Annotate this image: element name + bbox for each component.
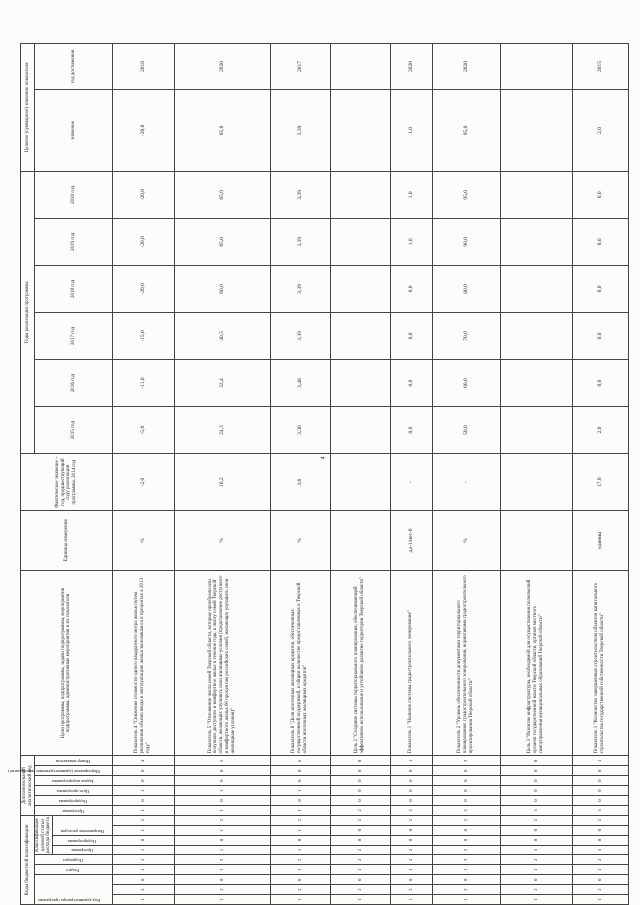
code-cell: 0 <box>390 786 432 796</box>
indicator-name: Показатель 2 "Уровень обеспеченности документами территориального планирования, градостроительного зонирования, нормативами градостроительного проектирования Тверской области" <box>432 570 500 756</box>
year-value-cell: -20,0 <box>112 171 174 218</box>
code-cell: 5 <box>174 756 270 766</box>
code-cell: 2 <box>390 815 432 825</box>
indicator-name: Показатель 4 "Снижение стоимости одного квадратного метра жилья путем увеличения объема ввода в эксплуатацию жилья экономкласса в процентах к 2013 году" <box>112 570 174 756</box>
table-row <box>270 44 330 905</box>
code-cell: 2 <box>500 855 572 865</box>
unit-cell: % <box>112 511 174 570</box>
code-cell: 0 <box>174 796 270 806</box>
target-value-cell <box>330 90 390 172</box>
code-cell: 2 <box>432 885 500 895</box>
year-value-cell: 0,0 <box>572 265 628 312</box>
header-year-3: 2017 год <box>35 312 113 359</box>
code-cell: 4 <box>112 756 174 766</box>
year-value-cell <box>500 265 572 312</box>
code-cell: 1 <box>390 895 432 905</box>
year-value-cell: 60,0 <box>432 360 500 407</box>
fact-cell <box>330 454 390 511</box>
year-value-cell <box>330 265 390 312</box>
code-cell: 1 <box>270 786 330 796</box>
code-cell: 0 <box>270 796 330 806</box>
year-value-cell: 60,0 <box>174 265 270 312</box>
code-cell: 1 <box>112 786 174 796</box>
code-cell: 2 <box>330 845 390 855</box>
code-cell: 2 <box>390 885 432 895</box>
table-row <box>390 44 432 905</box>
code-cell: 0 <box>174 776 270 786</box>
year-value-cell: 3,39 <box>270 312 330 359</box>
header-d-podprogramma: Подпрограмма <box>59 798 88 804</box>
header-d-programma: Программа <box>62 808 85 814</box>
code-cell: 2 <box>330 815 390 825</box>
indicator-name: Показатель 5 "Отношение числа семей Тверской области, которые приобрели или получили доступное и комфортное жилье в течение года, к числу семей Тверской области, желающих улучшить свои жилищные условия (представление доступного и комфортного жилья 60 процентам российских семей, желающих улучшить свои жилищные условия)" <box>174 570 270 756</box>
code-cell: 2 <box>432 815 500 825</box>
code-cell: 0 <box>330 875 390 885</box>
year-value-cell: -11,0 <box>112 360 174 407</box>
code-cell: 6 <box>270 756 330 766</box>
target-year-cell: 2018 <box>112 44 174 90</box>
code-cell: 1 <box>432 895 500 905</box>
code-cell: 2 <box>500 885 572 895</box>
code-cell: 1 <box>270 845 330 855</box>
code-cell: 0 <box>432 766 500 776</box>
table-row <box>572 44 628 905</box>
header-d-cel: Цель программы <box>57 789 90 795</box>
code-cell: 2 <box>270 815 330 825</box>
year-value-cell: 40,5 <box>174 312 270 359</box>
header-year-6: 2020 год <box>35 171 113 218</box>
page-number: 4 <box>320 456 327 460</box>
code-cell: 1 <box>390 756 432 766</box>
code-cell: 0 <box>572 875 628 885</box>
code-cell: 2 <box>390 855 432 865</box>
target-year-cell: 2020 <box>174 44 270 90</box>
code-cell: 2 <box>330 805 390 815</box>
year-value-cell: 80,0 <box>432 265 500 312</box>
year-value-cell: 0,0 <box>572 218 628 265</box>
code-cell: 2 <box>112 855 174 865</box>
code-cell: 0 <box>500 776 572 786</box>
code-cell: 0 <box>432 835 500 845</box>
table-row <box>330 44 390 905</box>
code-cell: 2 <box>270 855 330 865</box>
target-value-cell: 95,0 <box>432 90 500 172</box>
year-value-cell: 1,0 <box>390 218 432 265</box>
header-d-zadacha: Задача подпрограммы <box>52 779 95 785</box>
indicator-name: Цель 2 "Создание системы территориального планирования, обеспечивающей эффективное использование и устойчивое развитие территории Тверской области" <box>330 570 390 756</box>
code-cell: 0 <box>174 875 270 885</box>
code-cell: 0 <box>330 776 390 786</box>
code-cell: 1 <box>270 805 330 815</box>
year-value-cell: 0,0 <box>390 312 432 359</box>
indicator-name: Показатель 6 "Доля ипотечных жилищных кредитов, обеспеченных государственной поддержкой, в общем количестве предоставленных в Тверской области ипотечных жилищных кредитов" <box>270 570 330 756</box>
code-cell: 1 <box>270 865 330 875</box>
rotated-table-container <box>8 43 608 905</box>
code-cell: 3 <box>500 845 572 855</box>
year-value-cell: -20,0 <box>112 265 174 312</box>
code-cell: 0 <box>112 875 174 885</box>
code-cell: 2 <box>330 855 390 865</box>
code-cell: 0 <box>432 776 500 786</box>
code-cell: 1 <box>174 895 270 905</box>
code-cell: 0 <box>330 825 390 835</box>
code-cell: 2 <box>112 885 174 895</box>
code-cell: 0 <box>572 825 628 835</box>
code-cell: 0 <box>174 766 270 776</box>
code-cell: 0 <box>112 835 174 845</box>
year-value-cell: 24,3 <box>174 407 270 454</box>
code-cell: 1 <box>112 865 174 875</box>
year-value-cell: 65,0 <box>174 171 270 218</box>
code-cell: 0 <box>330 786 390 796</box>
code-cell: 1 <box>174 845 270 855</box>
fact-cell <box>500 454 572 511</box>
code-cell: 1 <box>572 895 628 905</box>
year-value-cell <box>500 312 572 359</box>
code-cell: 2 <box>174 855 270 865</box>
year-value-cell: 95,0 <box>432 171 500 218</box>
year-value-cell <box>500 360 572 407</box>
header-d-meropriyatie: Мероприятие (административное мероприятие) <box>8 769 101 775</box>
code-cell: 1 <box>270 895 330 905</box>
table-header <box>8 44 113 905</box>
code-cell: 1 <box>112 825 174 835</box>
code-cell: 2 <box>572 885 628 895</box>
year-value-cell <box>500 218 572 265</box>
year-value-cell: 3,30 <box>270 407 330 454</box>
header-unit: Единица измерения <box>21 511 113 570</box>
code-cell: 0 <box>432 825 500 835</box>
year-value-cell: -20,0 <box>112 218 174 265</box>
code-cell: 2 <box>174 815 270 825</box>
code-cell: 3 <box>572 805 628 815</box>
code-cell: 0 <box>500 766 572 776</box>
year-value-cell: 1,0 <box>390 171 432 218</box>
code-cell: 0 <box>112 796 174 806</box>
code-cell: 1 <box>572 756 628 766</box>
code-cell: 2 <box>390 805 432 815</box>
year-value-cell <box>330 360 390 407</box>
header-target-article: Классификация целевой статьи расхода бюджета <box>35 817 51 854</box>
header-d-nomer: Номер показателя <box>56 759 91 765</box>
unit-cell <box>500 511 572 570</box>
code-cell: 1 <box>500 865 572 875</box>
code-cell: 0 <box>432 875 500 885</box>
code-cell: 0 <box>500 786 572 796</box>
header-target-group: Целевое (суммарное) значение показателя <box>21 44 35 172</box>
target-value-cell: 2,0 <box>572 90 628 172</box>
code-cell: 0 <box>500 875 572 885</box>
year-value-cell <box>500 171 572 218</box>
year-value-cell: 0,0 <box>390 265 432 312</box>
year-value-cell: -15,0 <box>112 312 174 359</box>
fact-cell: - <box>432 454 500 511</box>
table-body <box>112 44 628 905</box>
header-podrazdel: Подраздел <box>63 858 84 864</box>
year-value-cell <box>330 218 390 265</box>
code-cell: 0 <box>572 786 628 796</box>
year-value-cell: 3,39 <box>270 265 330 312</box>
code-cell: 0 <box>390 825 432 835</box>
code-cell: 1 <box>174 786 270 796</box>
fact-cell: - <box>390 454 432 511</box>
header-fact: Фактическое значение – год, предшествующий году реализации программы, 2014 год <box>21 454 113 511</box>
code-cell: 1 <box>270 825 330 835</box>
code-cell: 2 <box>432 855 500 865</box>
code-cell: 1 <box>112 805 174 815</box>
header-year-2: 2016 год <box>35 360 113 407</box>
code-cell: 0 <box>390 766 432 776</box>
unit-cell: % <box>174 511 270 570</box>
indicator-name: Показатель 1 "Количество завершенных строительством объектов капитального строительства государственной собственности Тверской области" <box>572 570 628 756</box>
table-row <box>432 44 500 905</box>
code-cell: 1 <box>330 865 390 875</box>
target-year-cell <box>500 44 572 90</box>
code-cell: 2 <box>112 815 174 825</box>
target-year-cell: 2020 <box>390 44 432 90</box>
code-cell: 0 <box>390 875 432 885</box>
target-value-cell: -20,0 <box>112 90 174 172</box>
year-value-cell: 0,0 <box>572 360 628 407</box>
indicator-name: Показатель 1 "Наличие системы градостроительного зонирования" <box>390 570 432 756</box>
code-cell: 1 <box>572 865 628 875</box>
table-row <box>174 44 270 905</box>
code-cell: 0 <box>572 766 628 776</box>
code-cell: 0 <box>500 796 572 806</box>
code-cell: 2 <box>572 855 628 865</box>
table-row <box>500 44 572 905</box>
target-year-cell: 2020 <box>432 44 500 90</box>
code-cell: 0 <box>174 835 270 845</box>
code-cell: 2 <box>432 805 500 815</box>
year-value-cell <box>330 171 390 218</box>
code-cell: 1 <box>330 895 390 905</box>
code-cell: 2 <box>432 756 500 766</box>
code-cell: 1 <box>112 895 174 905</box>
code-cell: 1 <box>174 805 270 815</box>
year-value-cell: 2,0 <box>572 407 628 454</box>
code-cell: 0 <box>330 766 390 776</box>
unit-cell: % <box>432 511 500 570</box>
year-value-cell: 3,39 <box>270 171 330 218</box>
code-cell: 2 <box>270 885 330 895</box>
year-value-cell: 3,48 <box>270 360 330 407</box>
code-cell: 2 <box>330 885 390 895</box>
header-name: Цели программы, подпрограммы, задачи подпрограммы, мероприятия подпрограммы, административные мероприятия и их показатели <box>21 570 113 756</box>
code-cell: 0 <box>432 796 500 806</box>
year-value-cell <box>330 312 390 359</box>
code-cell: 0 <box>330 796 390 806</box>
code-cell: 0 <box>572 776 628 786</box>
header-podprogramma: Подпрограмма <box>67 838 97 844</box>
unit-cell: единиц <box>572 511 628 570</box>
year-value-cell: -5,0 <box>112 407 174 454</box>
code-cell: 0 <box>330 756 390 766</box>
code-cell: 0 <box>390 796 432 806</box>
year-value-cell: 70,0 <box>432 312 500 359</box>
code-cell: 0 <box>572 796 628 806</box>
indicator-table <box>8 43 629 905</box>
year-value-cell: 3,39 <box>270 218 330 265</box>
code-cell: 0 <box>270 776 330 786</box>
code-cell: 1 <box>500 895 572 905</box>
fact-cell: 16,2 <box>174 454 270 511</box>
code-cell: 2 <box>572 815 628 825</box>
header-year-1: 2015 год <box>35 407 113 454</box>
header-year-5: 2019 год <box>35 218 113 265</box>
header-year-4: 2018 год <box>35 265 113 312</box>
header-target-value: значение <box>35 90 113 172</box>
code-cell: 0 <box>270 835 330 845</box>
header-codes-group: Коды бюджетной классификации <box>21 815 35 904</box>
unit-cell: да-1/нет-0 <box>390 511 432 570</box>
target-value-cell: 65,0 <box>174 90 270 172</box>
year-value-cell: 90,0 <box>432 218 500 265</box>
target-value-cell: 3,39 <box>270 90 330 172</box>
code-cell: 2 <box>390 845 432 855</box>
code-cell: 0 <box>572 835 628 845</box>
code-cell: 2 <box>174 885 270 895</box>
code-cell: 0 <box>390 776 432 786</box>
header-additional-group: Дополнительный аналитический код <box>21 756 35 815</box>
header-target-year: год достижения <box>35 44 113 90</box>
code-cell: 0 <box>390 835 432 845</box>
code-cell: 0 <box>432 786 500 796</box>
year-value-cell: 32,4 <box>174 360 270 407</box>
code-cell: 1 <box>390 865 432 875</box>
code-cell: 2 <box>432 845 500 855</box>
code-cell: 0 <box>112 766 174 776</box>
fact-cell: -2,0 <box>112 454 174 511</box>
header-admin: Код администратора программы <box>38 898 101 903</box>
code-cell: 0 <box>270 766 330 776</box>
target-year-cell: 2017 <box>270 44 330 90</box>
code-cell: 0 <box>270 875 330 885</box>
year-value-cell: 0,0 <box>390 360 432 407</box>
unit-cell <box>330 511 390 570</box>
code-cell: 0 <box>500 835 572 845</box>
fact-cell: 3,6 <box>270 454 330 511</box>
target-year-cell <box>330 44 390 90</box>
year-value-cell: 0,0 <box>572 171 628 218</box>
fact-cell: 17,0 <box>572 454 628 511</box>
header-programma: Программа <box>71 848 93 854</box>
code-cell: 2 <box>500 815 572 825</box>
target-value-cell <box>500 90 572 172</box>
code-cell: 1 <box>174 865 270 875</box>
code-cell: 0 <box>500 825 572 835</box>
year-value-cell: 65,0 <box>174 218 270 265</box>
year-value-cell <box>500 407 572 454</box>
code-cell: 3 <box>572 845 628 855</box>
code-cell: 1 <box>174 825 270 835</box>
code-cell: 1 <box>112 845 174 855</box>
header-napravlenie: Направление расходов <box>60 828 104 834</box>
indicator-name: Цель 3 "Развитие инфраструктуры, необходимой для осуществления полномочий органов государственной власти Тверской области, органов местного самоуправления муниципальных образований Тверской области" <box>500 570 572 756</box>
table-row <box>112 44 174 905</box>
target-year-cell: 2015 <box>572 44 628 90</box>
code-cell: 0 <box>330 835 390 845</box>
year-value-cell <box>330 407 390 454</box>
code-cell: 0 <box>500 756 572 766</box>
code-cell: 0 <box>112 776 174 786</box>
code-cell: 1 <box>432 865 500 875</box>
year-value-cell: 0,0 <box>390 407 432 454</box>
unit-cell: % <box>270 511 330 570</box>
year-value-cell: 0,0 <box>572 312 628 359</box>
header-years-group: Годы реализации программы <box>21 171 35 453</box>
code-cell: 3 <box>500 805 572 815</box>
target-value-cell: 1,0 <box>390 90 432 172</box>
header-razdel: Раздел <box>66 868 80 874</box>
year-value-cell: 50,0 <box>432 407 500 454</box>
